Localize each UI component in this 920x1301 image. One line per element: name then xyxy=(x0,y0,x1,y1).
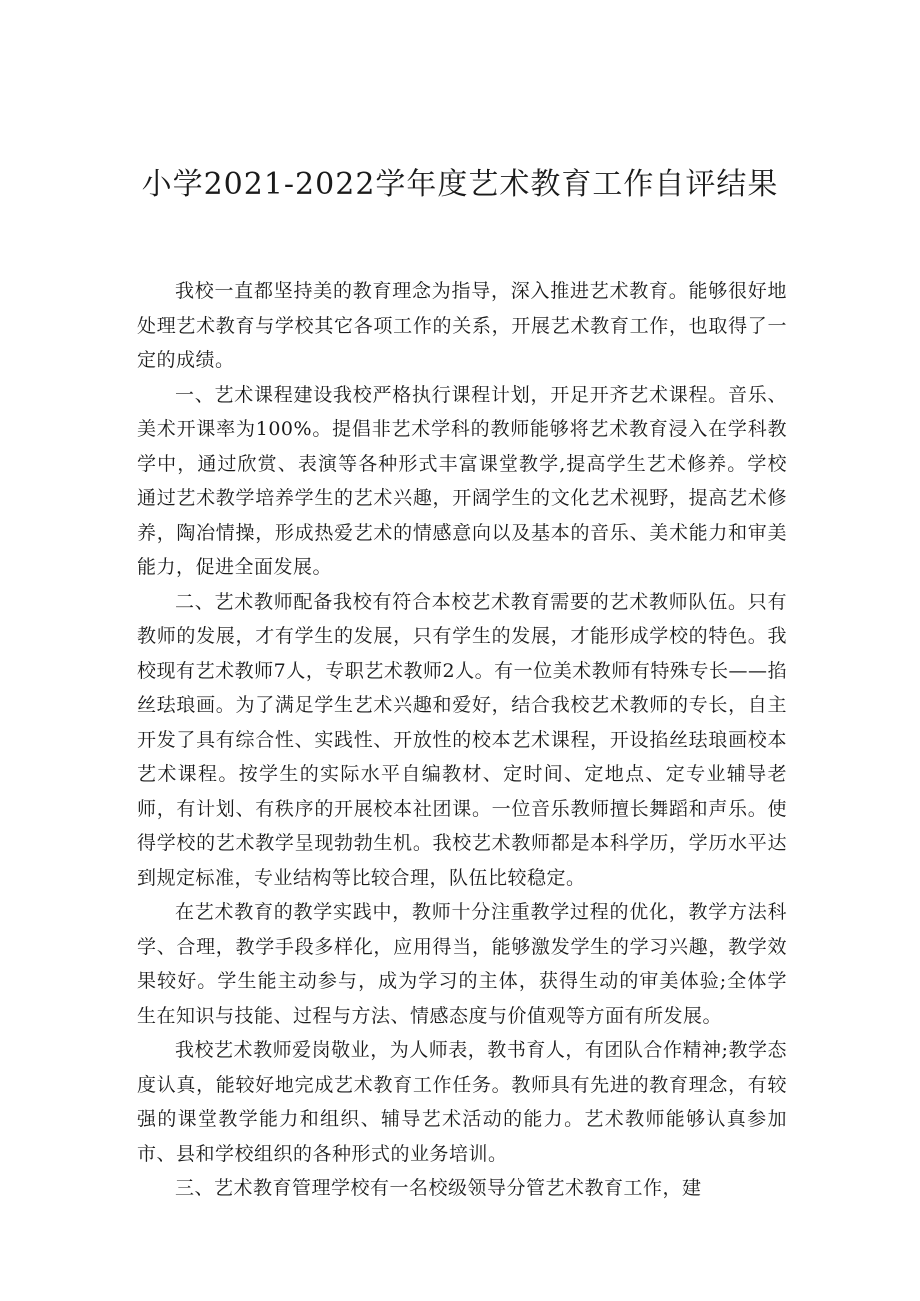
paragraph-art-curriculum: 一、艺术课程建设我校严格执行课程计划，开足开齐艺术课程。音乐、美术开课率为100%。提倡非艺术学科的教师能够将艺术教育浸入在学科教学中，通过欣赏、表演等各种形式丰富课堂教学,提高学生艺术修养。学校通过艺术教学培养学生的艺术兴趣，开阔学生的文化艺术视野，提高艺术修养，陶冶情操，形成热爱艺术的情感意向以及基本的音乐、美术能力和审美能力，促进全面发展。 xyxy=(137,383,787,578)
paragraph-intro: 我校一直都坚持美的教育理念为指导，深入推进艺术教育。能够很好地处理艺术教育与学校其它各项工作的关系，开展艺术教育工作，也取得了一定的成绩。 xyxy=(137,280,787,371)
paragraph-teaching-practice: 在艺术教育的教学实践中，教师十分注重教学过程的优化，教学方法科学、合理，教学手段多样化，应用得当，能够激发学生的学习兴趣，教学效果较好。学生能主动参与，成为学习的主体，获得生动的审美体验;全体学生在知识与技能、过程与方法、情感态度与价值观等方面有所发展。 xyxy=(137,901,787,1027)
paragraph-art-management: 三、艺术教育管理学校有一名校级领导分管艺术教育工作，建 xyxy=(175,1177,702,1199)
document-body xyxy=(137,274,787,1206)
document-title: 小学2021-2022学年度艺术教育工作自评结果 xyxy=(141,167,779,202)
paragraph-teacher-ethics: 我校艺术教师爱岗敬业，为人师表，教书育人，有团队合作精神;教学态度认真，能较好地完成艺术教育工作任务。教师具有先进的教育理念，有较强的课堂教学能力和组织、辅导艺术活动的能力。艺术教师能够认真参加市、县和学校组织的各种形式的业务培训。 xyxy=(137,1039,787,1165)
paragraph-art-teachers: 二、艺术教师配备我校有符合本校艺术教育需要的艺术教师队伍。只有教师的发展，才有学生的发展，只有学生的发展，才能形成学校的特色。我校现有艺术教师7人，专职艺术教师2人。有一位美术教师有特殊专长——掐丝珐琅画。为了满足学生艺术兴趣和爱好，结合我校艺术教师的专长，自主开发了具有综合性、实践性、开放性的校本艺术课程，开设掐丝珐琅画校本艺术课程。按学生的实际水平自编教材、定时间、定地点、定专业辅导老师，有计划、有秩序的开展校本社团课。一位音乐教师擅长舞蹈和声乐。使得学校的艺术教学呈现勃勃生机。我校艺术教师都是本科学历，学历水平达到规定标准，专业结构等比较合理，队伍比较稳定。 xyxy=(137,590,787,889)
